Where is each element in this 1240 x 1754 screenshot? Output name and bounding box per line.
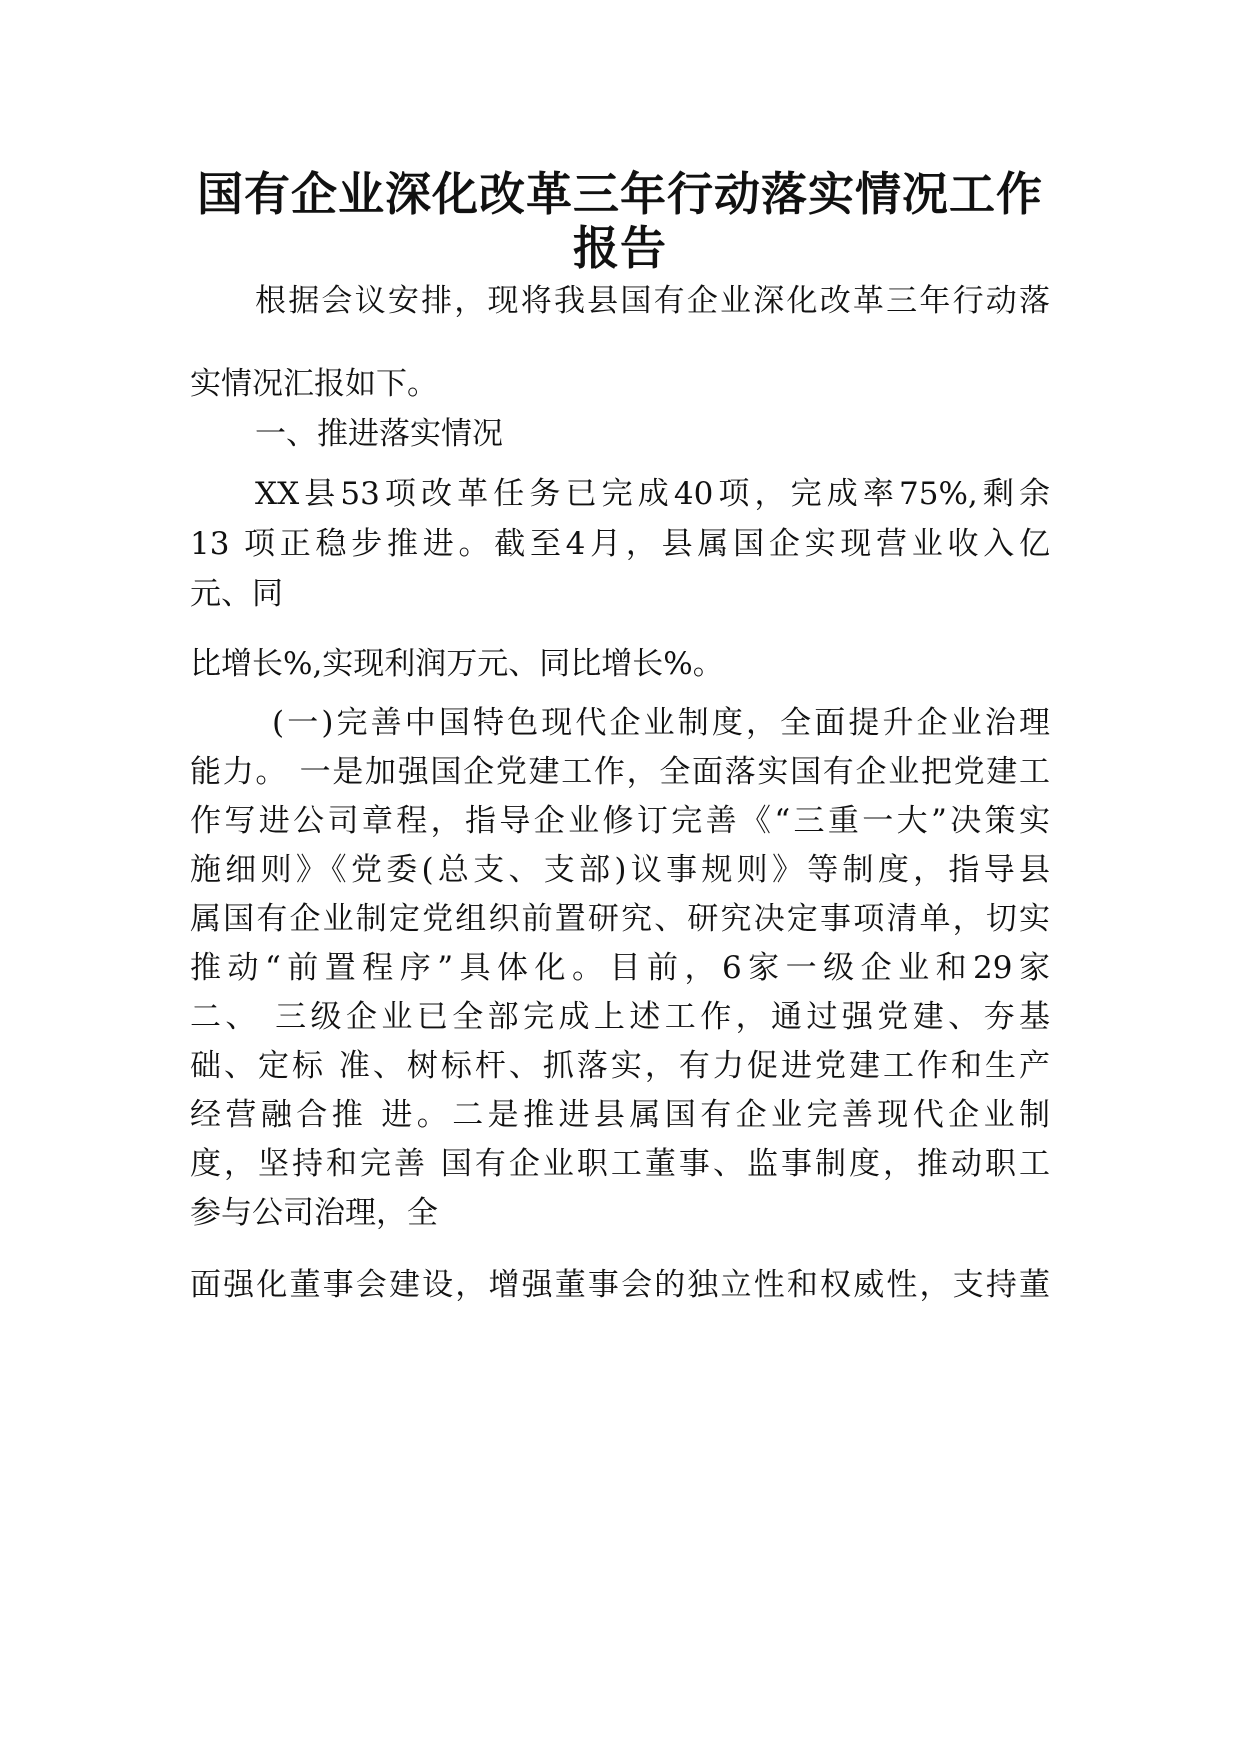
reform-line-5: 属国有企业制定党组织前置研究、研究决定事项清单，切实 [190, 901, 1050, 937]
document-title-line-1: 国有企业深化改革三年行动落实情况工作 [197, 167, 1043, 221]
reform-line-10: 度，坚持和完善 国有企业职工董事、监事制度，推动职工 [190, 1146, 1050, 1182]
reform-line-4: 施细则》《党委(总支、支部)议事规则》等制度，指导县 [190, 852, 1050, 888]
reform-line-1: (一)完善中国特色现代企业制度，全面提升企业治理 [272, 705, 1050, 741]
reform-line-9: 经营融合推 进。二是推进县属国有企业完善现代企业制 [190, 1097, 1050, 1133]
reform-line-6: 推动“前置程序”具体化。目前，6家一级企业和29家 [190, 950, 1050, 986]
reform-line-2: 能力。 一是加强国企党建工作，全面落实国有企业把党建工 [190, 754, 1050, 790]
progress-line-3: 元、同 [190, 576, 283, 612]
reform-line-12: 面强化董事会建设，增强董事会的独立性和权威性，支持董 [190, 1267, 1050, 1303]
intro-line-1: 根据会议安排，现将我县国有企业深化改革三年行动落 [255, 283, 1050, 319]
progress-line-4: 比增长%,实现利润万元、同比增长%。 [190, 646, 724, 682]
progress-line-1: XX县53项改革任务已完成40项，完成率75%,剩余 [255, 476, 1050, 512]
intro-line-2: 实情况汇报如下。 [190, 366, 438, 402]
reform-line-7: 二、 三级企业已全部完成上述工作，通过强党建、夯基 [190, 999, 1050, 1035]
section-heading: 一、推进落实情况 [255, 416, 503, 452]
reform-line-8: 础、定标 准、树标杆、抓落实，有力促进党建工作和生产 [190, 1048, 1050, 1084]
reform-line-3: 作写进公司章程，指导企业修订完善《“三重一大”决策实 [190, 803, 1050, 839]
document-title-line-2: 报告 [573, 221, 667, 275]
progress-line-2: 13 项正稳步推进。截至4月，县属国企实现营业收入亿 [190, 526, 1050, 562]
reform-line-11: 参与公司治理，全 [190, 1195, 438, 1231]
